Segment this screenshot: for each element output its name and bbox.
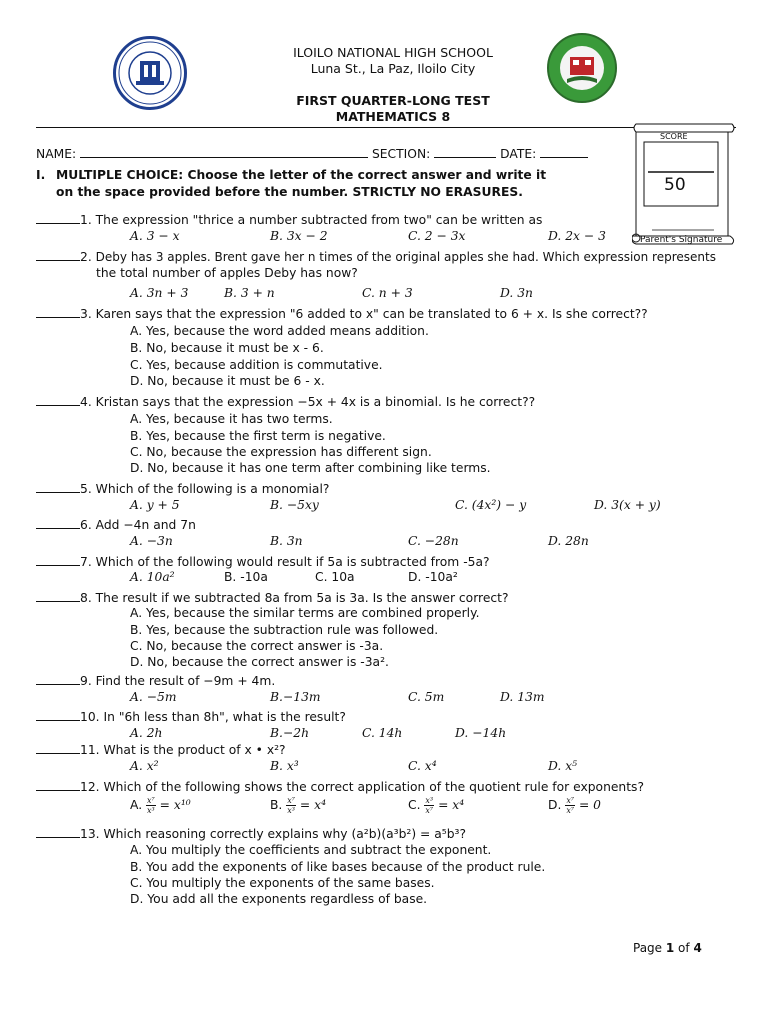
answer-blank[interactable] (36, 590, 80, 602)
school-name: ILOILO NATIONAL HIGH SCHOOL (293, 45, 493, 60)
header-divider (36, 127, 736, 128)
choice (408, 796, 464, 815)
answer-blank[interactable] (36, 554, 80, 566)
choice: D. -10a² (408, 570, 458, 584)
question-text: Kristan says that the expression −5x + 4x is a binomial. Is he correct?? (95, 395, 536, 409)
answer-blank[interactable] (36, 779, 80, 791)
choice: B. 3x − 2 (270, 229, 328, 243)
choice: C. 10a (315, 570, 355, 584)
choice: D. 3(x + y) (594, 498, 661, 512)
question-number: 13. (80, 827, 100, 841)
choice: A. 3n + 3 (130, 286, 189, 300)
choice: A. Yes, because the similar terms are combined properly. (130, 606, 480, 620)
school-address: Luna St., La Paz, Iloilo City (310, 61, 476, 76)
choice: A. Yes, because it has two terms. (130, 412, 333, 426)
choice: B. No, because it must be x - 6. (130, 341, 324, 355)
question-number: 9. (80, 674, 92, 688)
choice: C. −28n (408, 534, 459, 548)
question-3 (36, 306, 648, 321)
numerator: x³ (425, 796, 434, 805)
question-2 (36, 249, 716, 264)
fraction (146, 796, 156, 815)
question-text: Which reasoning correctly explains why (a²b)(a³b²) = a⁵b³? (103, 827, 466, 841)
question-text-continued: the total number of apples Deby has now? (96, 266, 358, 280)
choice: D. 2x − 3 (548, 229, 606, 243)
total-pages: 4 (693, 941, 702, 955)
section-blank[interactable] (434, 146, 496, 158)
score-total: 50 (664, 175, 686, 195)
question-text: The result if we subtracted 8a from 5a is 3a. Is the answer correct? (95, 591, 509, 605)
name-label: NAME: (36, 147, 77, 161)
choice-letter: A. (130, 798, 143, 812)
question-6 (36, 517, 196, 532)
score-label: SCORE (660, 132, 688, 141)
choice: C. You multiply the exponents of the same bases. (130, 876, 435, 890)
question-number: 2. (80, 250, 92, 264)
choice: B. Yes, because the subtraction rule was followed. (130, 623, 439, 637)
choice-letter: D. (548, 798, 562, 812)
choice: C. No, because the expression has different sign. (130, 445, 432, 459)
exam-title: FIRST QUARTER-LONG TEST (296, 93, 490, 108)
question-text: Which of the following is a monomial? (95, 482, 330, 496)
question-text: Which of the following would result if 5a is subtracted from -5a? (95, 555, 490, 569)
question-text: Add −4n and 7n (95, 518, 196, 532)
denominator: x⁷ (425, 806, 434, 815)
choice: C. n + 3 (362, 286, 413, 300)
question-text: The expression "thrice a number subtracted from two" can be written as (95, 213, 543, 227)
question-text: Deby has 3 apples. Brent gave her n times of the original apples she had. Which expression represents (95, 250, 716, 264)
section-label: SECTION: (371, 147, 431, 161)
result: = x⁴ (299, 798, 326, 812)
answer-blank[interactable] (36, 212, 80, 224)
choice: C. No, because the correct answer is -3a. (130, 639, 384, 653)
question-number: 3. (80, 307, 92, 321)
choice: A. 3 − x (130, 229, 180, 243)
fraction (565, 796, 575, 815)
answer-blank[interactable] (36, 249, 80, 261)
question-text: What is the product of x • x²? (103, 743, 286, 757)
denominator: x³ (287, 806, 295, 815)
choice: B. x³ (270, 759, 299, 773)
choice: D. x⁵ (548, 759, 578, 773)
question-text: Karen says that the expression "6 added to x" can be translated to 6 + x. Is she correct?? (95, 307, 648, 321)
question-number: 1. (80, 213, 92, 227)
choice: D. 3n (500, 286, 533, 300)
result: = x¹⁰ (159, 798, 191, 812)
answer-blank[interactable] (36, 673, 80, 685)
choice (270, 796, 326, 815)
question-8 (36, 590, 509, 605)
question-number: 6. (80, 518, 92, 532)
answer-blank[interactable] (36, 742, 80, 754)
choice: A. x² (130, 759, 159, 773)
question-11 (36, 742, 286, 757)
question-4 (36, 394, 535, 409)
choice: D. No, because the correct answer is -3a². (130, 655, 389, 669)
question-number: 4. (80, 395, 92, 409)
answer-blank[interactable] (36, 481, 80, 493)
denominator: x⁷ (566, 806, 575, 815)
question-12 (36, 779, 644, 794)
choice: B. -10a (224, 570, 268, 584)
choice-letter: B. (270, 798, 283, 812)
question-number: 7. (80, 555, 92, 569)
question-10 (36, 709, 346, 724)
choice-letter: C. (408, 798, 421, 812)
question-13 (36, 826, 466, 841)
question-number: 12. (80, 780, 100, 794)
choice: D. 13m (500, 690, 545, 704)
answer-blank[interactable] (36, 709, 80, 721)
student-info-row (36, 146, 588, 161)
denominator: x³ (147, 806, 155, 815)
question-5 (36, 481, 329, 496)
choice: A. y + 5 (130, 498, 180, 512)
instruction-line-2: on the space provided before the number. STRICTLY NO ERASURES. (56, 185, 523, 199)
fraction (424, 796, 434, 815)
choice: A. 2h (130, 726, 163, 740)
question-1 (36, 212, 542, 227)
page-of: of (674, 941, 694, 955)
page-number (633, 941, 702, 955)
numerator: x⁷ (287, 796, 295, 805)
choice: A. −5m (130, 690, 177, 704)
instruction-numeral: I. (36, 168, 46, 182)
date-blank[interactable] (540, 146, 588, 158)
choice (130, 796, 191, 815)
choice: C. (4x²) − y (455, 498, 527, 512)
choice: B. Yes, because the first term is negative. (130, 429, 386, 443)
choice: C. 14h (362, 726, 403, 740)
choice: C. 2 − 3x (408, 229, 466, 243)
numerator: x⁷ (566, 796, 575, 805)
question-number: 11. (80, 743, 100, 757)
question-9 (36, 673, 275, 688)
instruction-line-1: MULTIPLE CHOICE: Choose the letter of the correct answer and write it (56, 168, 547, 182)
result: = x⁴ (438, 798, 465, 812)
question-text: In "6h less than 8h", what is the result? (103, 710, 346, 724)
choice: D. −14h (455, 726, 507, 740)
choice: A. Yes, because the word added means addition. (130, 324, 429, 338)
current-page: 1 (665, 941, 675, 955)
fraction (286, 796, 296, 815)
choice: B. 3n (270, 534, 303, 548)
subject-title: MATHEMATICS 8 (335, 109, 451, 124)
question-number: 8. (80, 591, 92, 605)
page-prefix: Page (633, 941, 666, 955)
question-number: 10. (80, 710, 100, 724)
name-blank[interactable] (80, 146, 368, 158)
answer-blank[interactable] (36, 306, 80, 318)
choice: B.−2h (270, 726, 309, 740)
choice: D. You add all the exponents regardless of base. (130, 892, 428, 906)
answer-blank[interactable] (36, 394, 80, 406)
question-text: Which of the following shows the correct application of the quotient rule for exponents? (103, 780, 644, 794)
numerator: x⁷ (147, 796, 155, 805)
choice: A. 10a² (130, 570, 175, 584)
choice (548, 796, 601, 815)
result: = 0 (578, 798, 601, 812)
question-text: Find the result of −9m + 4m. (95, 674, 276, 688)
choice: A. −3n (130, 534, 173, 548)
choice: B. 3 + n (224, 286, 275, 300)
choice: D. No, because it must be 6 - x. (130, 374, 325, 388)
choice: D. No, because it has one term after combining like terms. (130, 461, 491, 475)
choice: D. 28n (548, 534, 589, 548)
choice: C. x⁴ (408, 759, 437, 773)
question-number: 5. (80, 482, 92, 496)
answer-blank[interactable] (36, 517, 80, 529)
choice: B. −5xy (270, 498, 319, 512)
choice: C. 5m (408, 690, 445, 704)
answer-blank[interactable] (36, 826, 80, 838)
date-label: DATE: (500, 147, 537, 161)
parents-signature-label: Parent's Signature (640, 235, 723, 245)
choice: A. You multiply the coefficients and subtract the exponent. (130, 843, 492, 857)
choice: C. Yes, because addition is commutative. (130, 358, 383, 372)
choice: B.−13m (270, 690, 321, 704)
question-7 (36, 554, 490, 569)
choice: B. You add the exponents of like bases because of the product rule. (130, 860, 546, 874)
